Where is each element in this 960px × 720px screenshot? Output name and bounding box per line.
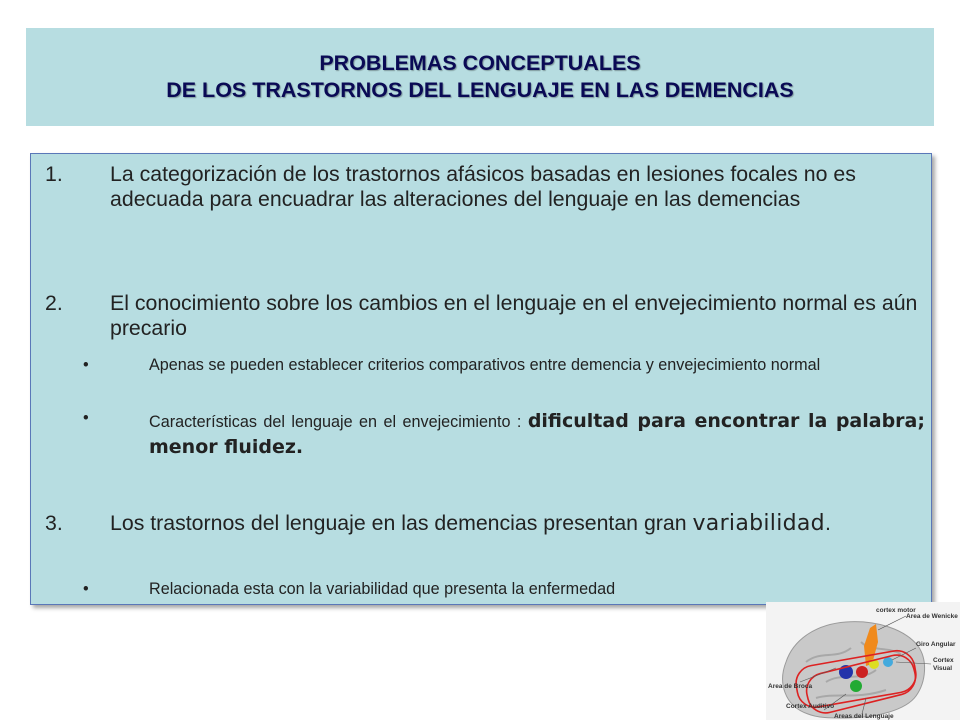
- sub-item-text: Apenas se pueden establecer criterios comparativos entre demencia y envejecimiento normal: [149, 356, 821, 374]
- item-text: [110, 511, 925, 536]
- title-line-2: DE LOS TRASTORNOS DEL LENGUAJE EN LAS DEMENCIAS: [166, 78, 794, 102]
- item-plain: Los trastornos del lenguaje en las demencias presentan gran: [110, 511, 693, 535]
- item-emphasis: variabilidad: [692, 511, 825, 536]
- list-item-2: [45, 291, 925, 341]
- bullet: •: [83, 580, 89, 598]
- sub-item: [83, 355, 925, 375]
- item-suffix: .: [824, 511, 831, 535]
- label-auditivo: Cortex Auditivo: [786, 703, 835, 710]
- content-panel: [30, 153, 932, 605]
- label-angular: Giro Angular: [916, 641, 956, 648]
- brain-diagram: [766, 602, 960, 720]
- title-line-1: PROBLEMAS CONCEPTUALES: [319, 51, 641, 75]
- sub-item-bold: dificultad para encontrar la palabra; menor fluidez.: [149, 410, 925, 458]
- brain-illustration: [766, 602, 960, 720]
- label-visual-1: Cortex: [933, 657, 954, 664]
- sub-item-plain: Características del lenguaje en el envejecimiento :: [149, 413, 528, 431]
- label-lenguaje: Areas del Lenguaje: [834, 713, 894, 720]
- bullet: •: [83, 356, 89, 374]
- item-number: 1.: [45, 162, 63, 186]
- list-item-3: [45, 511, 925, 536]
- sub-item-text: Relacionada esta con la variabilidad que presenta la enfermedad: [149, 580, 616, 598]
- label-broca: Area de Broca: [768, 683, 813, 690]
- sub-item: [83, 408, 925, 460]
- title-banner: [26, 28, 934, 126]
- sub-item: [83, 579, 925, 599]
- list-item-1: [45, 162, 925, 212]
- label-visual-2: Visual: [933, 665, 953, 672]
- label-motor: cortex motor: [876, 607, 916, 614]
- bullet: •: [83, 409, 89, 427]
- sub-item-text: [149, 408, 925, 460]
- item-text: El conocimiento sobre los cambios en el lenguaje en el envejecimiento normal es aún precario: [110, 291, 918, 340]
- auditory-area: [850, 680, 862, 692]
- item-number: 3.: [45, 511, 63, 535]
- item-text: La categorización de los trastornos afásicos basadas en lesiones focales no es adecuada para encuadrar las alteraciones del lenguaje en las demencias: [110, 162, 856, 211]
- visual-area: [883, 657, 893, 667]
- item-number: 2.: [45, 291, 63, 315]
- wernicke-area: [856, 666, 868, 678]
- label-wernicke: Area de Wenicke: [906, 613, 958, 620]
